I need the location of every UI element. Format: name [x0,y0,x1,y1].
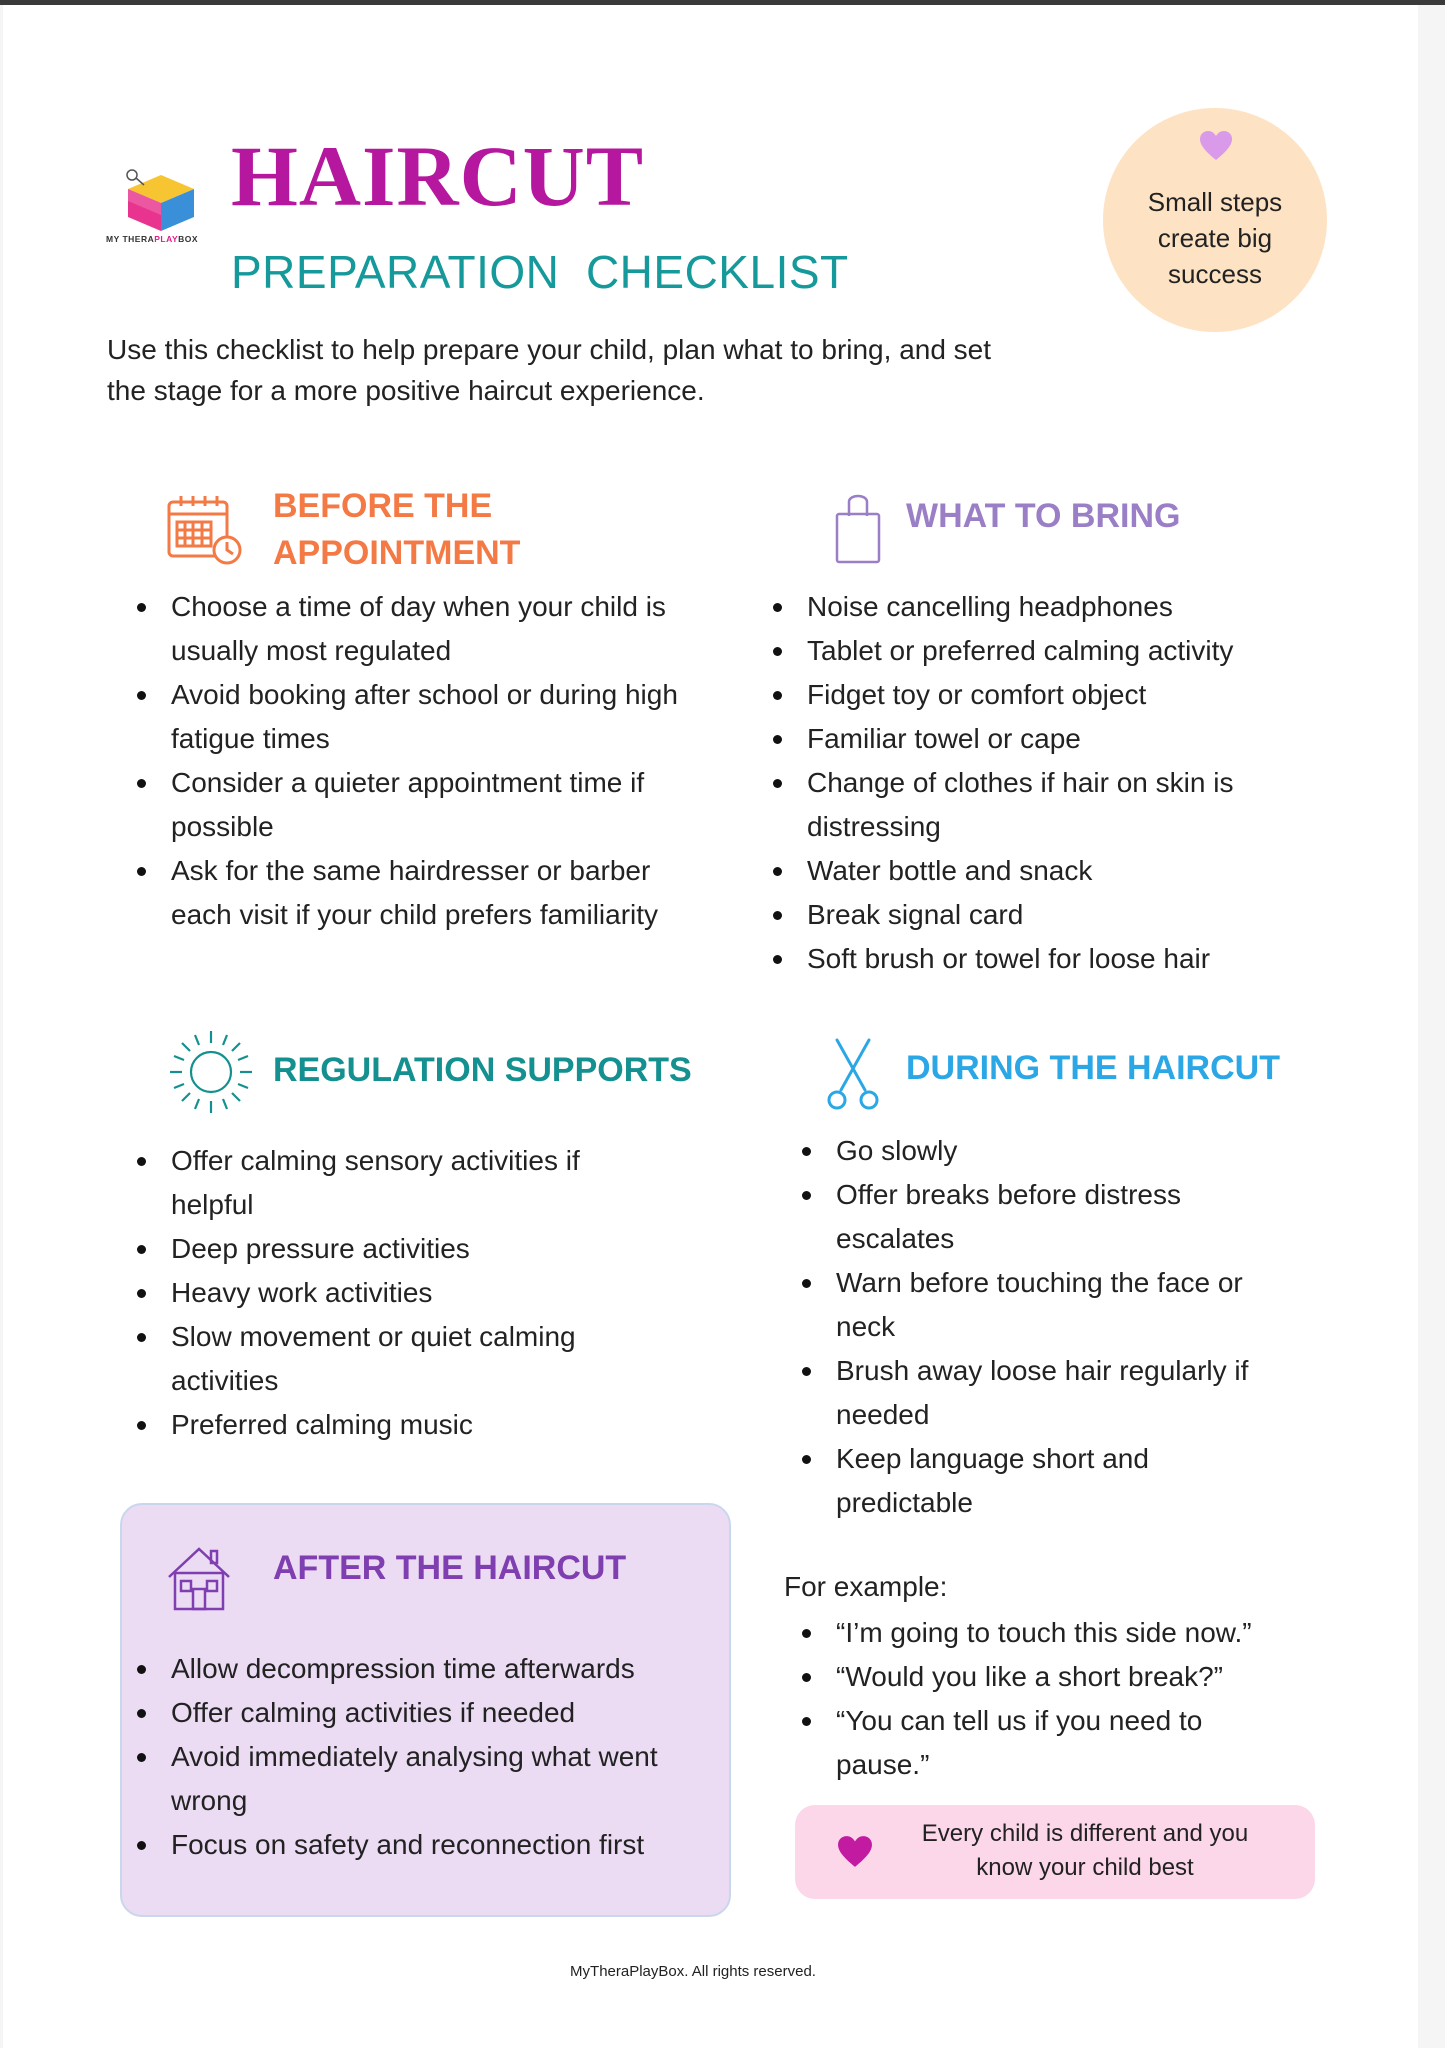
example-phrases-list [802,1611,1262,1787]
list-item: Consider a quieter appointment time if possible [137,761,697,849]
list-item: Offer calming activities if needed [137,1691,697,1735]
list-item: Soft brush or towel for loose hair [773,937,1393,981]
before-appointment-list [137,585,697,937]
list-item: Break signal card [773,893,1393,937]
page-title: HAIRCUT [231,128,645,224]
list-item: Tablet or preferred calming activity [773,629,1393,673]
list-item: Slow movement or quiet calming activities [137,1315,627,1403]
scissors-icon [825,1038,881,1110]
note-text: Every child is different and you know your child best [921,1820,1249,1881]
what-to-bring-list [773,585,1393,981]
regulation-supports-heading: REGULATION SUPPORTS [273,1051,692,1089]
brand-logo [106,167,216,247]
intro-paragraph [107,329,1107,411]
heart-icon [837,1835,873,1869]
regulation-supports-list [137,1139,627,1447]
shopping-bag-icon [833,490,883,566]
intro-line: Use this checklist to help prepare your child, plan what to bring, and set [107,334,992,365]
list-item: “You can tell us if you need to pause.” [802,1699,1256,1787]
list-item: Offer calming sensory activities if helpful [137,1139,627,1227]
list-item: Allow decompression time afterwards [137,1647,697,1691]
intro-line: the stage for a more positive haircut experience. [107,375,705,406]
after-haircut-heading: AFTER THE HAIRCUT [273,1549,627,1587]
badge-text [1103,184,1327,292]
example-label: For example: [784,1571,948,1602]
badge-line: success [1168,259,1262,289]
during-haircut-heading: DURING THE HAIRCUT [906,1049,1280,1087]
heart-icon [1199,130,1233,162]
what-to-bring-heading: WHAT TO BRING [906,497,1181,535]
list-item: Heavy work activities [137,1271,627,1315]
list-item: Keep language short and predictable [802,1437,1196,1525]
list-item: Choose a time of day when your child is usually most regulated [137,585,697,673]
during-haircut-list [802,1129,1262,1525]
heading-line: BEFORE THE [273,487,493,525]
cube-logo-icon [116,167,206,233]
list-item: “Would you like a short break?” [802,1655,1262,1699]
list-item: Offer breaks before distress escalates [802,1173,1216,1261]
list-item: Go slowly [802,1129,1262,1173]
page-subtitle: PREPARATION CHECKLIST [231,246,849,298]
list-item: Deep pressure activities [137,1227,627,1271]
document-page [3,5,1418,2048]
list-item: Change of clothes if hair on skin is distressing [773,761,1267,849]
motto-badge [1103,108,1327,332]
before-appointment-heading [273,483,520,577]
list-item: Noise cancelling headphones [773,585,1393,629]
footer-copyright: MyTheraPlayBox. All rights reserved. [570,1963,816,1980]
house-icon [165,1545,233,1613]
list-item: Familiar towel or cape [773,717,1393,761]
list-item: Avoid booking after school or during high fatigue times [137,673,697,761]
list-item: Avoid immediately analysing what went wrong [137,1735,691,1823]
reassurance-note [795,1805,1315,1899]
badge-line: create big [1157,223,1273,253]
list-item: Ask for the same hairdresser or barber each visit if your child prefers familiarity [137,849,697,937]
list-item: Focus on safety and reconnection first [137,1823,697,1867]
list-item: Water bottle and snack [773,849,1393,893]
logo-wordmark: MY THERAPLAYBOX [106,234,199,244]
list-item: “I’m going to touch this side now.” [802,1611,1262,1655]
sun-icon [166,1027,256,1117]
list-item: Preferred calming music [137,1403,627,1447]
heading-line: APPOINTMENT [273,534,521,572]
after-haircut-list [137,1647,697,1867]
badge-line: Small steps [1147,187,1283,217]
list-item: Warn before touching the face or neck [802,1261,1256,1349]
list-item: Brush away loose hair regularly if needed [802,1349,1262,1437]
list-item: Fidget toy or comfort object [773,673,1393,717]
calendar-clock-icon [165,492,243,570]
